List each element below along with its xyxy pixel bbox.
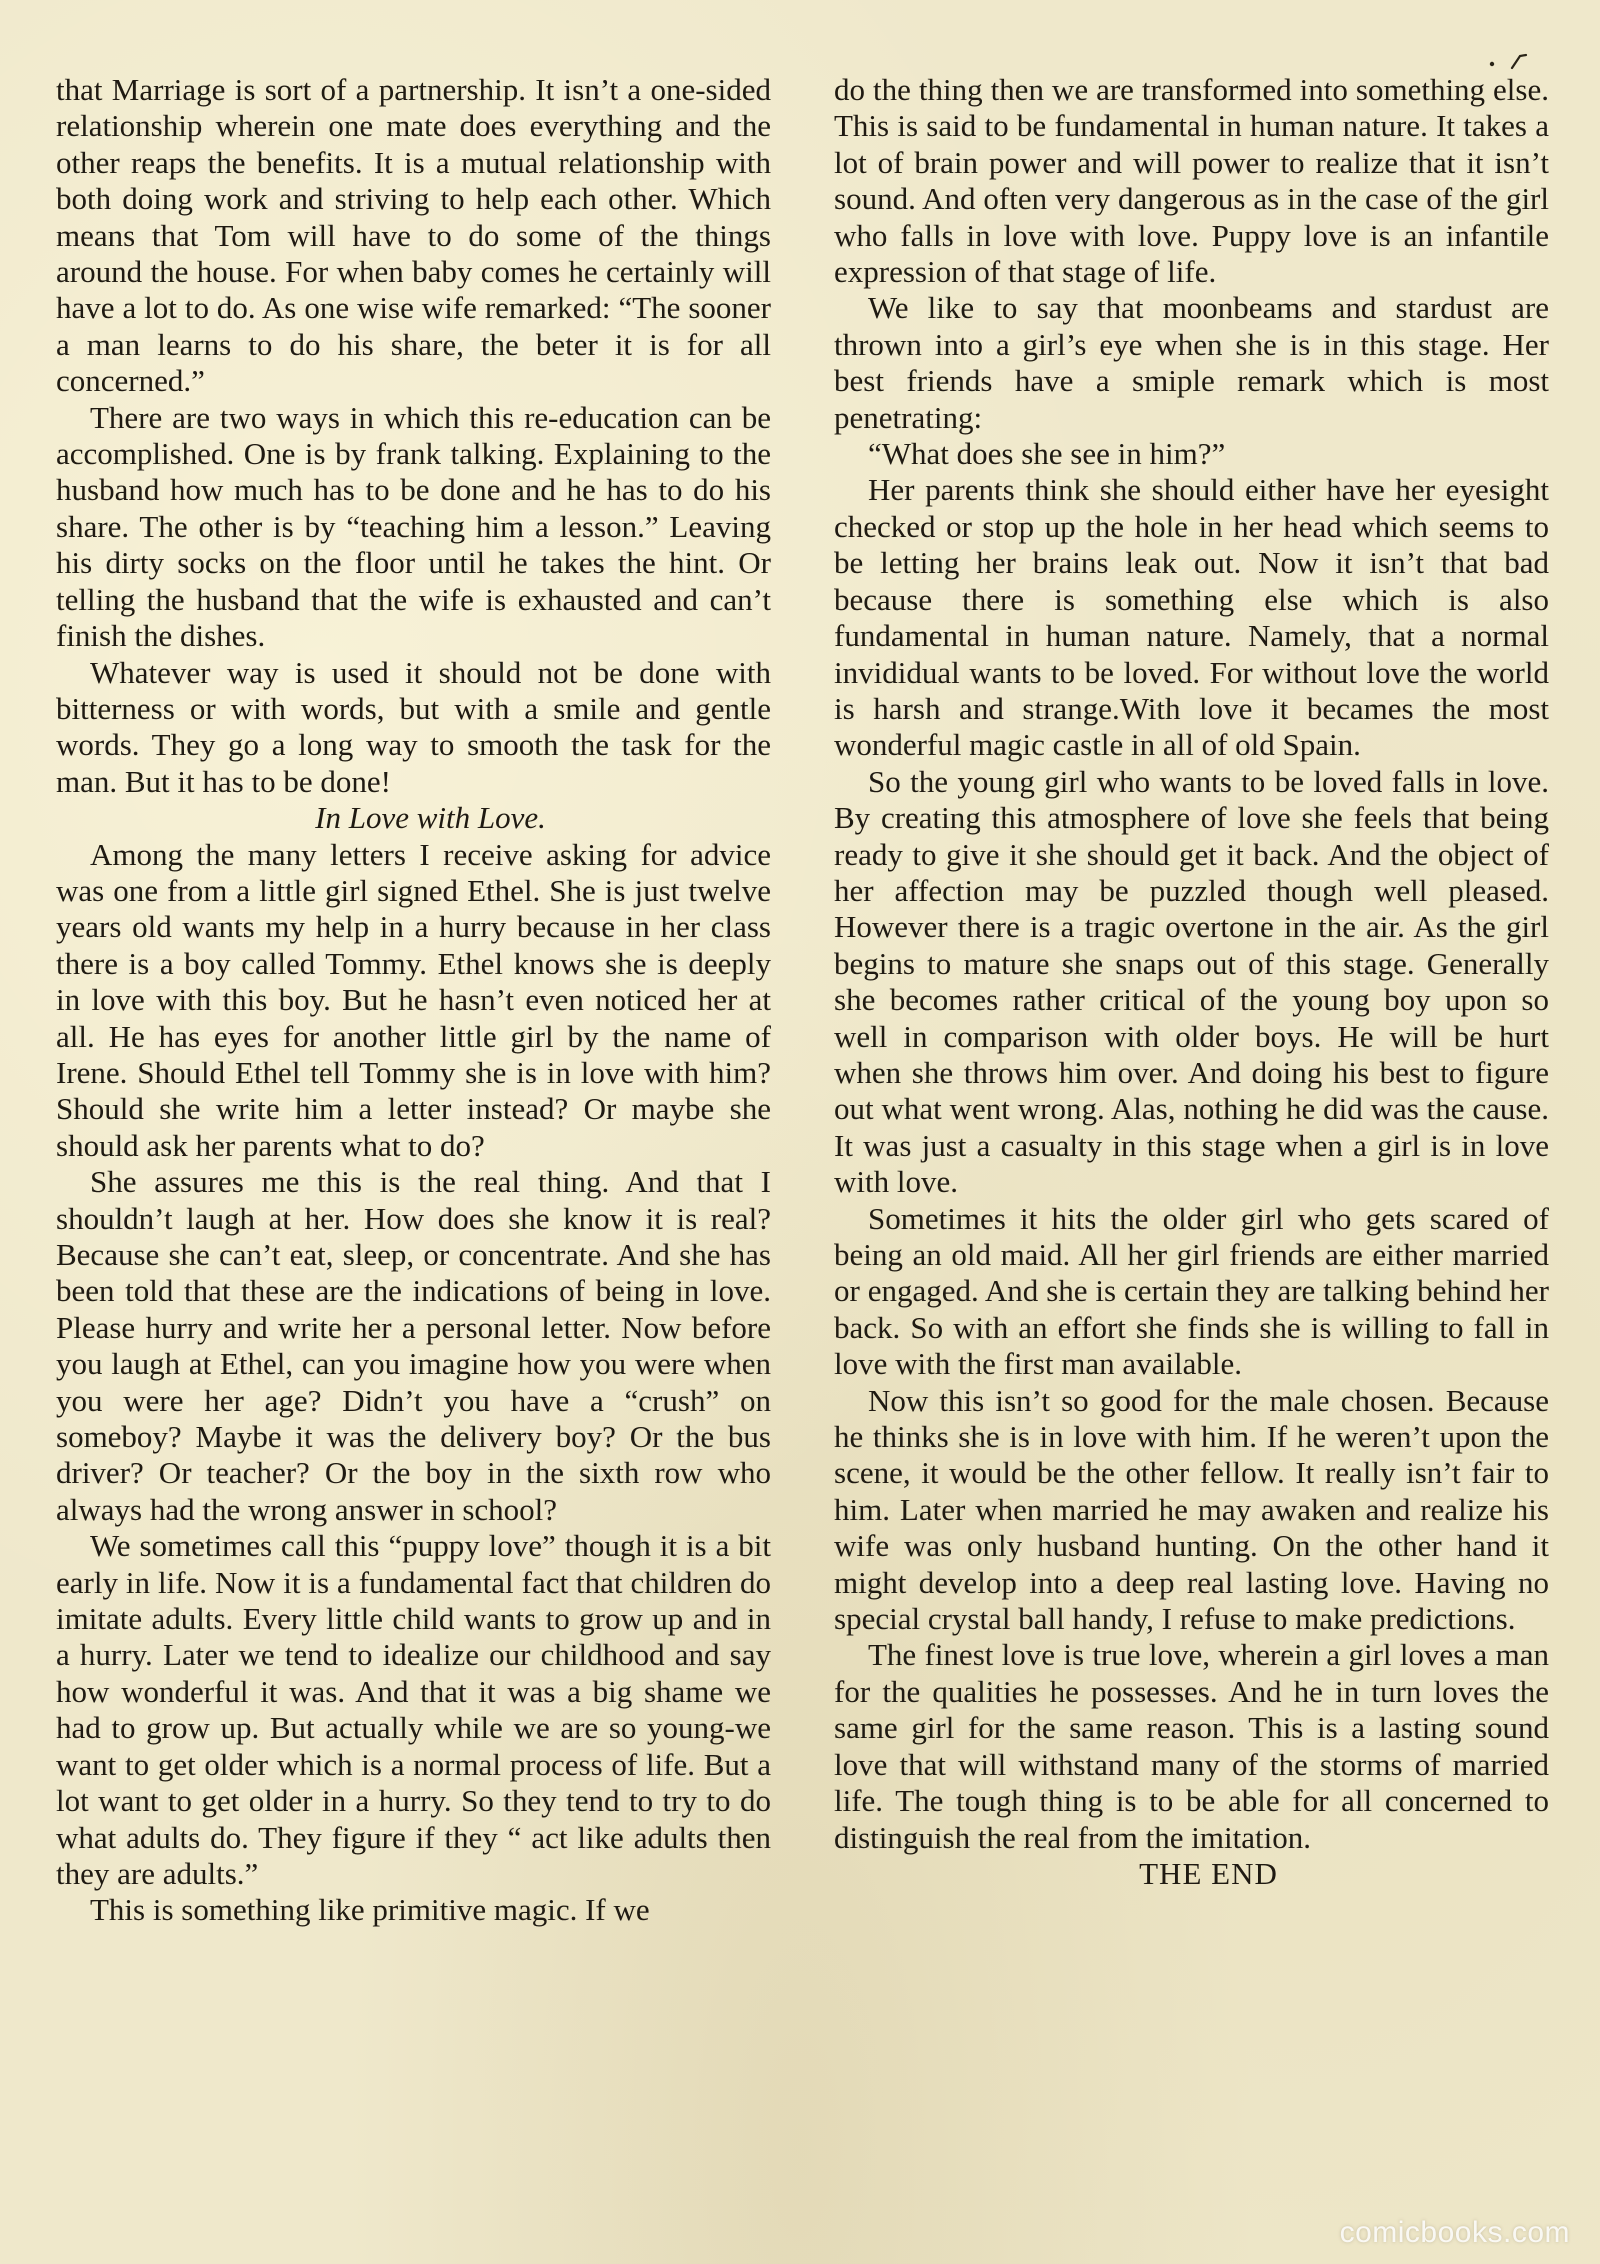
paragraph: We sometimes call this “puppy love” though it is a bit early in life. Now it is a fundamental fact that children do imitate adults. Every little child wants to grow up and in a hurry. Later we tend to idealize our childhood and say how wonderful it was. And that it was a big shame we had to grow up. But actually while we are so young-we want to get older which is a normal process of life. But a lot want to get older in a hurry. So they tend to try to do what adults do. They figure if they “ act like adults then they are adults.” — [56, 1528, 771, 1891]
paragraph: Now this isn’t so good for the male chosen. Because he thinks she is in love with him. If he weren’t upon the scene, it would be the other fellow. It really isn’t fair to him. Later when married he may awaken and realize his wife was only husband hunting. On the other hand it might develop into a deep real lasting love. Having no special crystal ball handy, I refuse to make predictions. — [834, 1382, 1549, 1637]
paragraph: We like to say that moonbeams and stardust are thrown into a girl’s eye when she is in this stage. Her best friends have a smiple remark which is most penetrating: — [834, 290, 1549, 435]
paragraph: Her parents think she should either have her eyesight checked or stop up the hole in her head which seems to be letting her brains leak out. Now it isn’t that bad because there is something else which is also fundamental in human nature. Namely, that a normal invididual wants to be loved. For without love the world is harsh and strange.With love it becames the most wonderful magic castle in all of old Spain. — [834, 472, 1549, 763]
paragraph: So the young girl who wants to be loved falls in love. By creating this atmosphere of love she feels that being ready to give it she should get it back. And the object of her affection may be puzzled though well pleased. However there is a tragic overtone in the air. As the girl begins to mature she snaps out of this stage. Generally she becomes rather critical of the young boy upon so well in comparison with older boys. He will be hurt when she throws him over. And doing his best to figure out what went wrong. Alas, nothing he did was the cause. It was just a casualty in this stage when a girl is in love with love. — [834, 763, 1549, 1200]
paragraph: The finest love is true love, wherein a girl loves a man for the qualities he possesses. And he in turn loves the same girl for the same reason. This is a lasting sound love that will withstand many of the storms of married life. The tough thing is to be able for all concerned to distinguish the real from the imitation. — [834, 1637, 1549, 1855]
right-column — [834, 72, 1549, 1892]
section-heading: In Love with Love. — [315, 800, 546, 836]
paragraph: She assures me this is the real thing. And that I shouldn’t laugh at her. How does she know it is real? Because she can’t eat, sleep, or concentrate. And she has been told that these are the indications of being in love. Please hurry and write her a personal letter. Now before you laugh at Ethel, can you imagine how you were when you were her age? Didn’t you have a “crush” on someboy? Maybe it was the delivery boy? Or the bus driver? Or teacher? Or the boy in the sixth row who always had the wrong answer in school? — [56, 1164, 771, 1527]
paragraph: This is something like primitive magic. If we — [90, 1892, 650, 1928]
quoted-line: “What does she see in him?” — [868, 436, 1226, 472]
paragraph: Sometimes it hits the older girl who gets scared of being an old maid. All her girl friends are either married or engaged. And she is certain they are talking behind her back. So with an effort she finds she is willing to fall in love with the first man available. — [834, 1200, 1549, 1382]
ink-speck-mark — [1486, 52, 1530, 72]
the-end-label: THE END — [1139, 1855, 1278, 1891]
paragraph: Among the many letters I receive asking for advice was one from a little girl signed Ethel. She is just twelve years old wants my help in a hurry because in her class there is a boy called Tommy. Ethel knows she is deeply in love with this boy. But he hasn’t even noticed her at all. He has eyes for another little girl by the name of Irene. Should Ethel tell Tommy she is in love with him? Should she write him a letter instead? Or maybe she should ask her parents what to do? — [56, 836, 771, 1163]
paragraph: do the thing then we are transformed into something else. This is said to be fundamental in human nature. It takes a lot of brain power and will power to realize that it isn’t sound. And often very dangerous as in the case of the girl who falls in love with love. Puppy love is an infantile expression of that stage of life. — [834, 72, 1549, 290]
paragraph: Whatever way is used it should not be done with bitterness or with words, but with a smile and gentle words. They go a long way to smooth the task for the man. But it has to be done! — [56, 654, 771, 799]
paragraph: There are two ways in which this re-education can be accomplished. One is by frank talking. Explaining to the husband how much has to be done and he has to do his share. The other is by “teaching him a lesson.” Leaving his dirty socks on the floor until he takes the hint. Or telling the husband that the wife is exhausted and can’t finish the dishes. — [56, 399, 771, 654]
site-watermark: comicbooks.com — [1339, 2216, 1570, 2249]
paragraph: that Marriage is sort of a partnership. It isn’t a one-sided relationship wherein one mate does everything and the other reaps the benefits. It is a mutual relationship with both doing work and striving to help each other. Which means that Tom will have to do some of the things around the house. For when baby comes he certainly will have a lot to do. As one wise wife remarked: “The sooner a man learns to do his share, the beter it is for all concerned.” — [56, 72, 771, 399]
left-column — [56, 72, 771, 1929]
